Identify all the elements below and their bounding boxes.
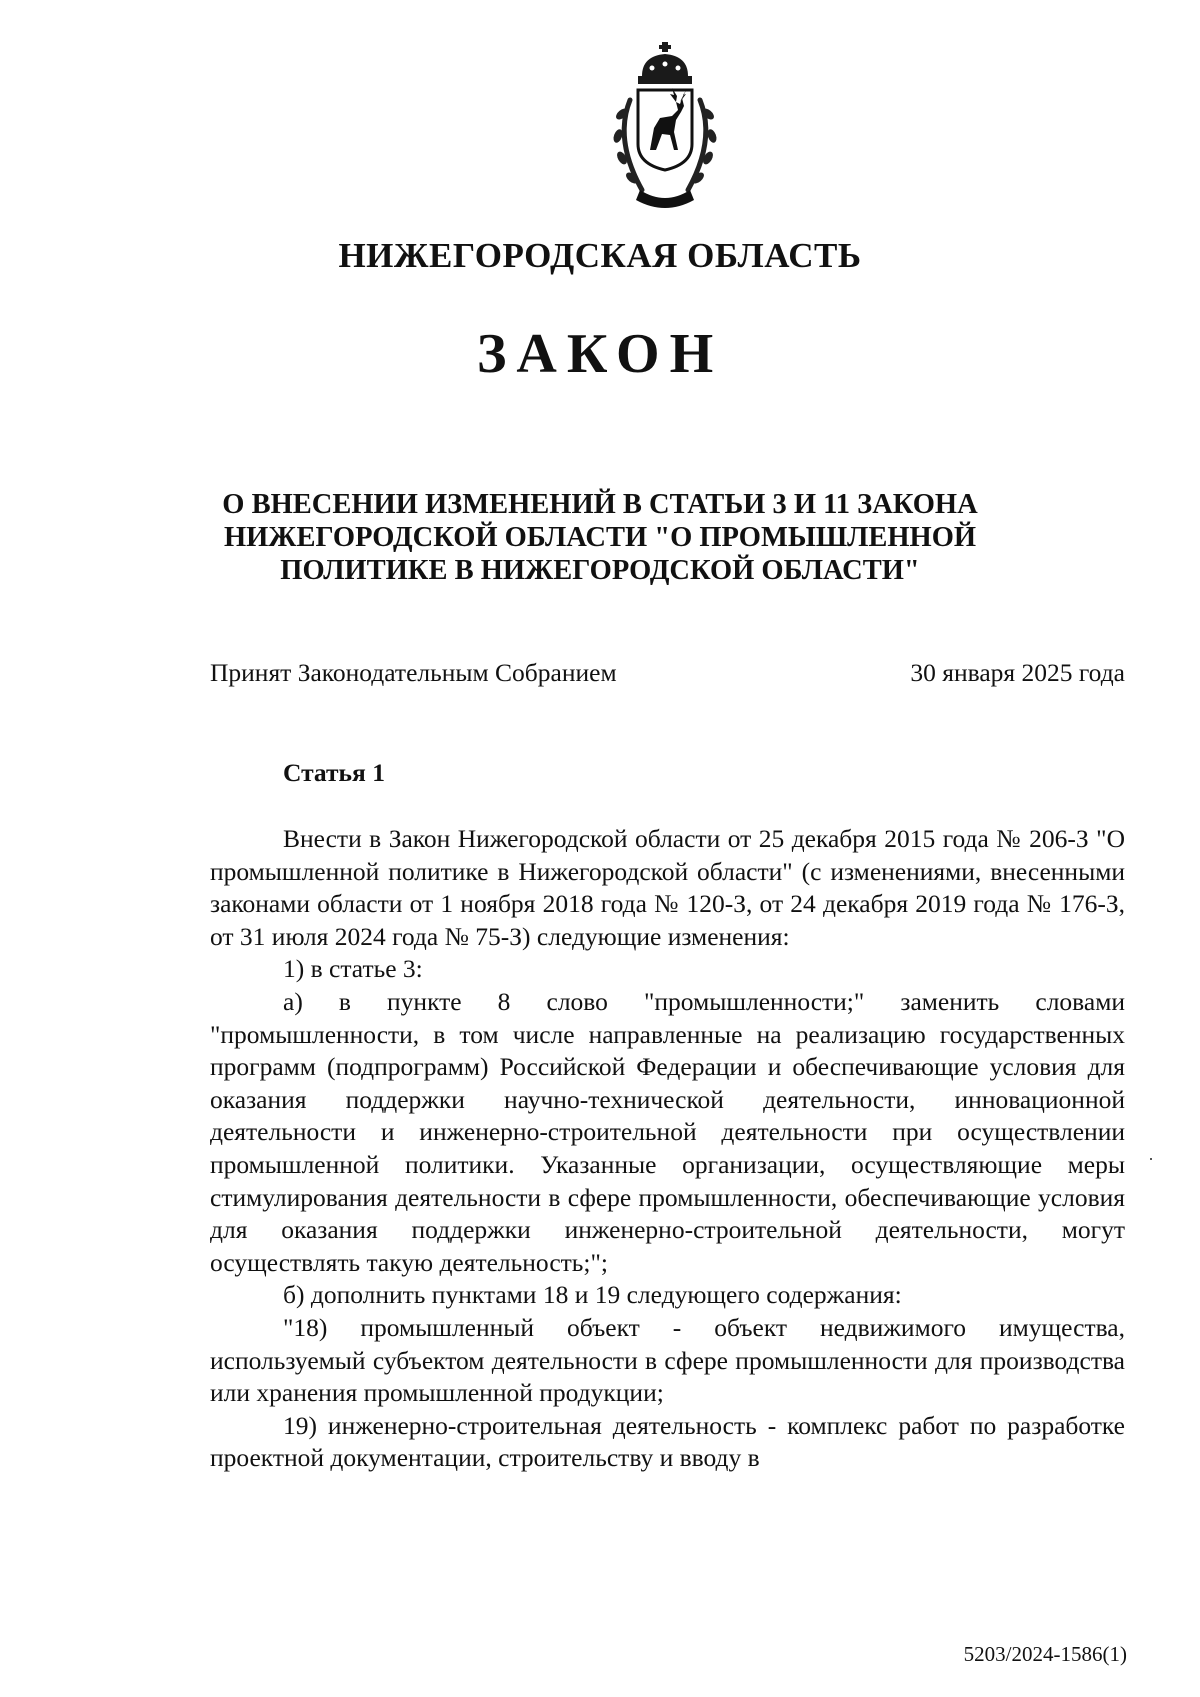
law-title bbox=[0, 488, 1200, 587]
adopted-by: Принят Законодательным Собранием bbox=[210, 658, 617, 687]
paragraph: 1) в статье 3: bbox=[283, 954, 423, 984]
article-body bbox=[210, 823, 1125, 1475]
paragraph: б) дополнить пунктами 18 и 19 следующего содержания: bbox=[283, 1280, 902, 1310]
scan-mark bbox=[1150, 1158, 1152, 1160]
law-title-line: О ВНЕСЕНИИ ИЗМЕНЕНИЙ В СТАТЬИ 3 И 11 ЗАКОНА bbox=[222, 489, 978, 520]
document-number: 5203/2024-1586(1) bbox=[963, 1642, 1127, 1666]
region-name: НИЖЕГОРОДСКАЯ ОБЛАСТЬ bbox=[338, 236, 862, 275]
article-heading: Статья 1 bbox=[283, 758, 385, 787]
paragraph: а) в пункте 8 слово "промышленности;" заменить словами "промышленности, в том числе направленные на реализацию государственных программ (подпрограмм) Российской Федерации и обеспечивающие условия для оказания поддержки научно-технической деятельности, инновационной деятельности и инженерно-строительной деятельности при осуществлении промышленной политики. Указанные организации, осуществляющие меры стимулирования деятельности в сфере промышленности, обеспечивающие условия для оказания поддержки инженерно-строительной деятельности, могут осуществлять такую деятельность;"; bbox=[210, 986, 1125, 1277]
document-type: ЗАКОН bbox=[476, 323, 724, 385]
adoption-date: 30 января 2025 года bbox=[910, 658, 1125, 687]
paragraph: Внести в Закон Нижегородской области от 25 декабря 2015 года № 206-З "О промышленной политике в Нижегородской области" (с изменениями, внесенными законами области от 1 ноября 2018 года № 120-З, от 24 декабря 2019 года № 176-З, от 31 июля 2024 года № 75-З) следующие изменения: bbox=[210, 824, 1125, 951]
law-title-line: НИЖЕГОРОДСКОЙ ОБЛАСТИ "О ПРОМЫШЛЕННОЙ bbox=[223, 522, 977, 553]
law-title-line: ПОЛИТИКЕ В НИЖЕГОРОДСКОЙ ОБЛАСТИ" bbox=[280, 555, 920, 586]
paragraph: 19) инженерно-строительная деятельность - комплекс работ по разработке проектной документации, строительству и вводу в bbox=[210, 1410, 1125, 1473]
paragraph: "18) промышленный объект - объект недвижимого имущества, используемый субъектом деятельности в сфере промышленности для производства или хранения промышленной продукции; bbox=[210, 1312, 1125, 1408]
adoption-line bbox=[210, 656, 1125, 689]
coat-of-arms-icon bbox=[590, 40, 740, 210]
